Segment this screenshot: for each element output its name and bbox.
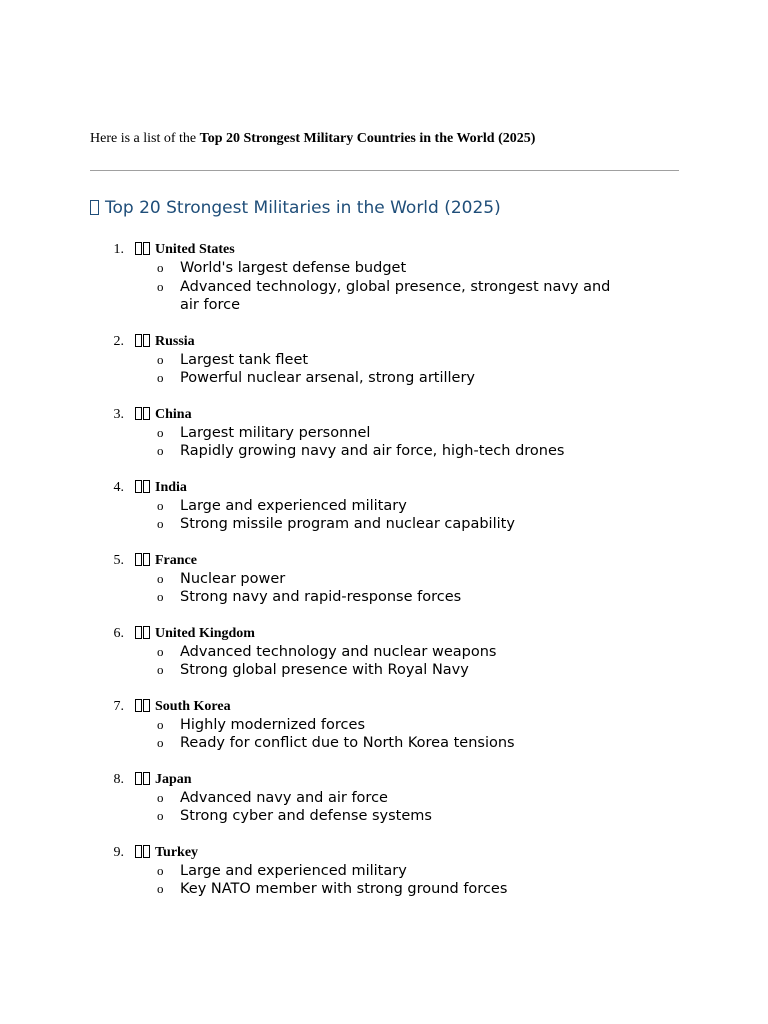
missing-glyph-icon (90, 200, 99, 215)
point-text: Key NATO member with strong ground forces (180, 881, 508, 897)
flag-icon (135, 334, 142, 347)
country-item (90, 240, 679, 315)
country-point (135, 259, 630, 278)
section-heading (90, 198, 501, 218)
circle-bullet-icon: o (157, 424, 164, 440)
intro-prefix: Here is a list of the (90, 131, 200, 146)
country-rank: 9. (113, 844, 124, 860)
country-rank: 4. (113, 479, 124, 495)
country-list (90, 240, 679, 916)
point-text: Advanced technology, global presence, strongest navy and air force (180, 278, 611, 313)
point-text: Ready for conflict due to North Korea tensions (180, 735, 515, 751)
country-heading (135, 551, 679, 570)
country-heading (135, 332, 679, 351)
intro-sentence (90, 131, 535, 147)
point-text: Strong global presence with Royal Navy (180, 662, 469, 678)
country-name: India (155, 479, 187, 495)
country-heading (135, 478, 679, 497)
country-name: United Kingdom (155, 625, 255, 641)
country-points (135, 862, 679, 899)
country-rank: 6. (113, 625, 124, 641)
country-points (135, 497, 679, 534)
circle-bullet-icon: o (157, 516, 164, 531)
country-item (90, 624, 679, 680)
intro-bold-title: Top 20 Strongest Military Countries in the World (2025) (199, 131, 536, 146)
country-rank: 5. (113, 552, 124, 568)
country-name: South Korea (155, 698, 231, 714)
flag-icon (143, 845, 150, 858)
circle-bullet-icon: o (157, 278, 164, 294)
point-text: Large and experienced military (180, 497, 407, 514)
country-point (135, 515, 630, 534)
country-point (135, 497, 630, 516)
country-name: China (155, 406, 192, 422)
country-heading (135, 770, 679, 789)
country-points (135, 789, 679, 826)
country-name: Japan (155, 771, 192, 787)
flag-icon (143, 699, 150, 712)
circle-bullet-icon: o (157, 862, 164, 878)
country-item (90, 332, 679, 388)
country-item (90, 405, 679, 461)
country-point (135, 369, 630, 388)
point-text: World's largest defense budget (180, 260, 407, 276)
country-points (135, 259, 679, 315)
country-point (135, 424, 630, 443)
country-points (135, 716, 679, 753)
flag-icon (143, 242, 150, 255)
point-text: Rapidly growing navy and air force, high-tech drones (180, 443, 565, 459)
country-heading (135, 240, 679, 259)
circle-bullet-icon: o (157, 735, 164, 750)
circle-bullet-icon: o (157, 643, 164, 659)
circle-bullet-icon: o (157, 662, 164, 677)
country-heading (135, 697, 679, 716)
country-point (135, 351, 630, 370)
flag-icon (135, 699, 142, 712)
circle-bullet-icon: o (157, 370, 164, 385)
point-text: Largest tank fleet (180, 351, 309, 368)
point-text: Advanced navy and air force (180, 789, 388, 806)
flag-icon (143, 553, 150, 566)
circle-bullet-icon: o (157, 260, 164, 275)
country-rank: 1. (113, 242, 124, 257)
country-point (135, 570, 630, 589)
flag-icon (135, 242, 142, 255)
country-point (135, 661, 630, 680)
country-rank: 7. (113, 698, 124, 714)
point-text: Strong missile program and nuclear capability (180, 516, 515, 532)
circle-bullet-icon: o (157, 351, 164, 367)
country-point (135, 643, 630, 662)
circle-bullet-icon: o (157, 570, 164, 586)
country-point (135, 278, 630, 315)
country-heading (135, 843, 679, 862)
flag-icon (135, 407, 142, 420)
country-point (135, 789, 630, 808)
country-item (90, 478, 679, 534)
flag-icon (135, 626, 142, 639)
country-points (135, 643, 679, 680)
country-point (135, 442, 630, 461)
flag-icon (143, 407, 150, 420)
circle-bullet-icon: o (157, 497, 164, 513)
point-text: Large and experienced military (180, 862, 407, 879)
flag-icon (135, 553, 142, 566)
country-name: United States (155, 242, 235, 257)
circle-bullet-icon: o (157, 443, 164, 458)
flag-icon (143, 480, 150, 493)
country-name: Turkey (155, 844, 199, 860)
circle-bullet-icon: o (157, 881, 164, 896)
country-rank: 3. (113, 406, 124, 422)
circle-bullet-icon: o (157, 789, 164, 805)
country-name: Russia (155, 333, 195, 349)
point-text: Powerful nuclear arsenal, strong artillery (180, 370, 476, 386)
circle-bullet-icon: o (157, 589, 164, 604)
point-text: Nuclear power (180, 570, 286, 587)
flag-icon (143, 334, 150, 347)
country-point (135, 807, 630, 826)
country-point (135, 588, 630, 607)
country-points (135, 570, 679, 607)
point-text: Largest military personnel (180, 424, 371, 441)
country-heading (135, 405, 679, 424)
country-point (135, 716, 630, 735)
flag-icon (143, 772, 150, 785)
point-text: Highly modernized forces (180, 716, 366, 733)
point-text: Strong cyber and defense systems (180, 808, 432, 824)
horizontal-rule (90, 170, 679, 171)
country-point (135, 734, 630, 753)
section-heading-text: Top 20 Strongest Militaries in the World (2025) (105, 198, 501, 218)
point-text: Advanced technology and nuclear weapons (180, 643, 497, 660)
flag-icon (135, 845, 142, 858)
point-text: Strong navy and rapid-response forces (180, 589, 462, 605)
circle-bullet-icon: o (157, 808, 164, 823)
country-rank: 2. (113, 333, 124, 349)
country-rank: 8. (113, 771, 124, 787)
country-point (135, 880, 630, 899)
flag-icon (135, 480, 142, 493)
country-item (90, 843, 679, 899)
flag-icon (135, 772, 142, 785)
circle-bullet-icon: o (157, 716, 164, 732)
country-heading (135, 624, 679, 643)
country-item (90, 770, 679, 826)
country-item (90, 551, 679, 607)
country-points (135, 424, 679, 461)
country-item (90, 697, 679, 753)
flag-icon (143, 626, 150, 639)
country-point (135, 862, 630, 881)
country-points (135, 351, 679, 388)
country-name: France (155, 552, 197, 568)
